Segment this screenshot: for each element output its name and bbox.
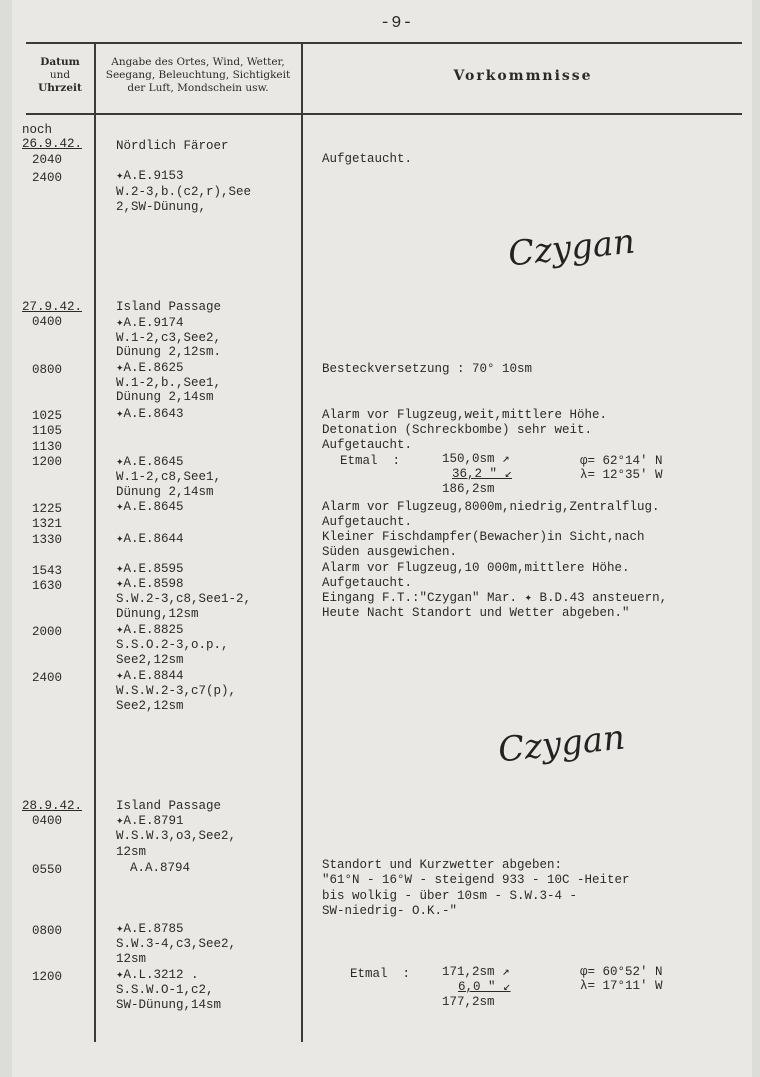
time-cell: 0400 xyxy=(32,315,63,329)
location-line: See2,12sm xyxy=(116,699,184,713)
location-line: S.S.W.O-1,c2, xyxy=(116,983,214,997)
location-line: ✦A.E.9174 xyxy=(116,316,184,330)
header-line: der Luft, Mondschein usw. xyxy=(127,82,269,94)
signature-czygan: Czygan xyxy=(506,221,637,275)
time-cell: 0800 xyxy=(32,924,63,938)
time-cell: 1130 xyxy=(32,440,63,454)
header-events-column: Vorkommnisse xyxy=(453,68,593,84)
location-line: Dünung 2,14sm xyxy=(116,390,214,404)
time-cell: 1200 xyxy=(32,455,63,469)
location-line: W.2-3,b.(c2,r),See xyxy=(116,185,252,199)
date-cell: 28.9.42. xyxy=(22,799,83,813)
location-line: Dünung 2,14sm xyxy=(116,485,214,499)
time-cell: 1200 xyxy=(32,970,63,984)
location-line: A.A.8794 xyxy=(130,861,191,875)
header-location-column xyxy=(96,56,300,95)
time-cell: 1025 xyxy=(32,409,63,423)
time-cell: 1105 xyxy=(32,424,63,438)
event-text: Aufgetaucht. xyxy=(322,515,413,529)
event-text: Standort und Kurzwetter abgeben: xyxy=(322,858,563,872)
location-line: 12sm xyxy=(116,845,147,859)
time-cell: 0550 xyxy=(32,863,63,877)
location-line: ✦A.E.9153 xyxy=(116,169,184,183)
time-cell: noch xyxy=(22,123,53,137)
location-line: Dünung 2,12sm. xyxy=(116,345,222,359)
time-cell: 1321 xyxy=(32,517,63,531)
location-line: W.S.W.2-3,c7(p), xyxy=(116,684,237,698)
location-line: ✦A.E.8643 xyxy=(116,407,184,421)
event-text: Kleiner Fischdampfer(Bewacher)in Sicht,nach xyxy=(322,530,645,544)
location-line: S.W.3-4,c3,See2, xyxy=(116,937,237,951)
event-text: bis wolkig - über 10sm - S.W.3-4 - xyxy=(322,889,578,903)
etmal-distance: 171,2sm ↗ xyxy=(442,965,510,979)
event-text: Alarm vor Flugzeug,8000m,niedrig,Zentralflug. xyxy=(322,500,660,514)
location-line: 12sm xyxy=(116,952,147,966)
header-top-rule xyxy=(26,42,742,44)
location-line: ✦A.L.3212 . xyxy=(116,968,199,982)
time-cell: 0800 xyxy=(32,363,63,377)
time-cell: 1225 xyxy=(32,502,63,516)
date-cell: 27.9.42. xyxy=(22,300,83,314)
etmal-total: 186,2sm xyxy=(442,482,495,496)
location-line: SW-Dünung,14sm xyxy=(116,998,222,1012)
header-line: Seegang, Beleuchtung, Sichtigkeit xyxy=(105,69,291,81)
signature-czygan: Czygan xyxy=(496,717,627,771)
column-divider-1 xyxy=(94,42,96,1042)
location-line: 2,SW-Dünung, xyxy=(116,200,207,214)
location-heading: Island Passage xyxy=(116,300,222,314)
location-line: See2,12sm xyxy=(116,653,184,667)
event-text: Aufgetaucht. xyxy=(322,576,413,590)
location-line: W.1-2,b.,See1, xyxy=(116,376,222,390)
time-cell: 0400 xyxy=(32,814,63,828)
header-date-column xyxy=(28,56,92,95)
event-text: Besteckversetzung : 70° 10sm xyxy=(322,362,533,376)
location-line: W.1-2,c3,See2, xyxy=(116,331,222,345)
etmal-distance: 36,2 " ↙ xyxy=(452,467,513,481)
header-line: Uhrzeit xyxy=(38,82,82,94)
page-number: -9- xyxy=(380,14,414,33)
position-latitude: φ= 60°52' N xyxy=(580,965,663,979)
etmal-label: Etmal : xyxy=(350,967,411,981)
location-heading: Island Passage xyxy=(116,799,222,813)
location-line: Dünung,12sm xyxy=(116,607,199,621)
header-bottom-rule xyxy=(26,113,742,115)
time-cell: 2400 xyxy=(32,671,63,685)
location-line: ✦A.E.8645 xyxy=(116,455,184,469)
location-line: W.1-2,c8,See1, xyxy=(116,470,222,484)
etmal-distance: 150,0sm ↗ xyxy=(442,452,510,466)
location-line: ✦A.E.8844 xyxy=(116,669,184,683)
location-line: S.W.2-3,c8,See1-2, xyxy=(116,592,252,606)
time-cell: 2000 xyxy=(32,625,63,639)
location-line: ✦A.E.8644 xyxy=(116,532,184,546)
position-longitude: λ= 12°35' W xyxy=(580,468,663,482)
event-text: Heute Nacht Standort und Wetter abgeben." xyxy=(322,606,630,620)
location-line: ✦A.E.8598 xyxy=(116,577,184,591)
location-line: ✦A.E.8645 xyxy=(116,500,184,514)
event-text: Alarm vor Flugzeug,weit,mittlere Höhe. xyxy=(322,408,608,422)
time-cell: 1543 xyxy=(32,564,63,578)
location-line: ✦A.E.8825 xyxy=(116,623,184,637)
event-text: Aufgetaucht. xyxy=(322,152,413,166)
column-divider-2 xyxy=(301,42,303,1042)
event-text: SW-niedrig- O.K.-" xyxy=(322,904,458,918)
time-cell: 1630 xyxy=(32,579,63,593)
date-cell: 26.9.42. xyxy=(22,137,83,151)
location-line: ✦A.E.8595 xyxy=(116,562,184,576)
location-line: W.S.W.3,o3,See2, xyxy=(116,829,237,843)
etmal-total: 177,2sm xyxy=(442,995,495,1009)
time-cell: 2400 xyxy=(32,171,63,185)
time-cell: 1330 xyxy=(32,533,63,547)
event-text: "61°N - 16°W - steigend 933 - 10C -Heiter xyxy=(322,873,630,887)
event-text: Detonation (Schreckbombe) sehr weit. xyxy=(322,423,593,437)
position-longitude: λ= 17°11' W xyxy=(580,979,663,993)
event-text: Süden ausgewichen. xyxy=(322,545,458,559)
time-cell: 2040 xyxy=(32,153,63,167)
location-line: ✦A.E.8785 xyxy=(116,922,184,936)
etmal-distance: 6,0 " ↙ xyxy=(458,980,511,994)
event-text: Eingang F.T.:"Czygan" Mar. ✦ B.D.43 ansteuern, xyxy=(322,591,668,605)
event-text: Alarm vor Flugzeug,10 000m,mittlere Höhe. xyxy=(322,561,630,575)
etmal-label: Etmal : xyxy=(340,454,401,468)
location-line: ✦A.E.8625 xyxy=(116,361,184,375)
location-line: ✦A.E.8791 xyxy=(116,814,184,828)
location-heading: Nördlich Färoer xyxy=(116,139,229,153)
location-line: S.S.O.2-3,o.p., xyxy=(116,638,229,652)
header-line: Angabe des Ortes, Wind, Wetter, xyxy=(111,56,285,68)
header-line: und xyxy=(49,69,71,81)
event-text: Aufgetaucht. xyxy=(322,438,413,452)
header-line: Datum xyxy=(40,56,80,68)
position-latitude: φ= 62°14' N xyxy=(580,454,663,468)
logbook-page xyxy=(12,0,752,1077)
